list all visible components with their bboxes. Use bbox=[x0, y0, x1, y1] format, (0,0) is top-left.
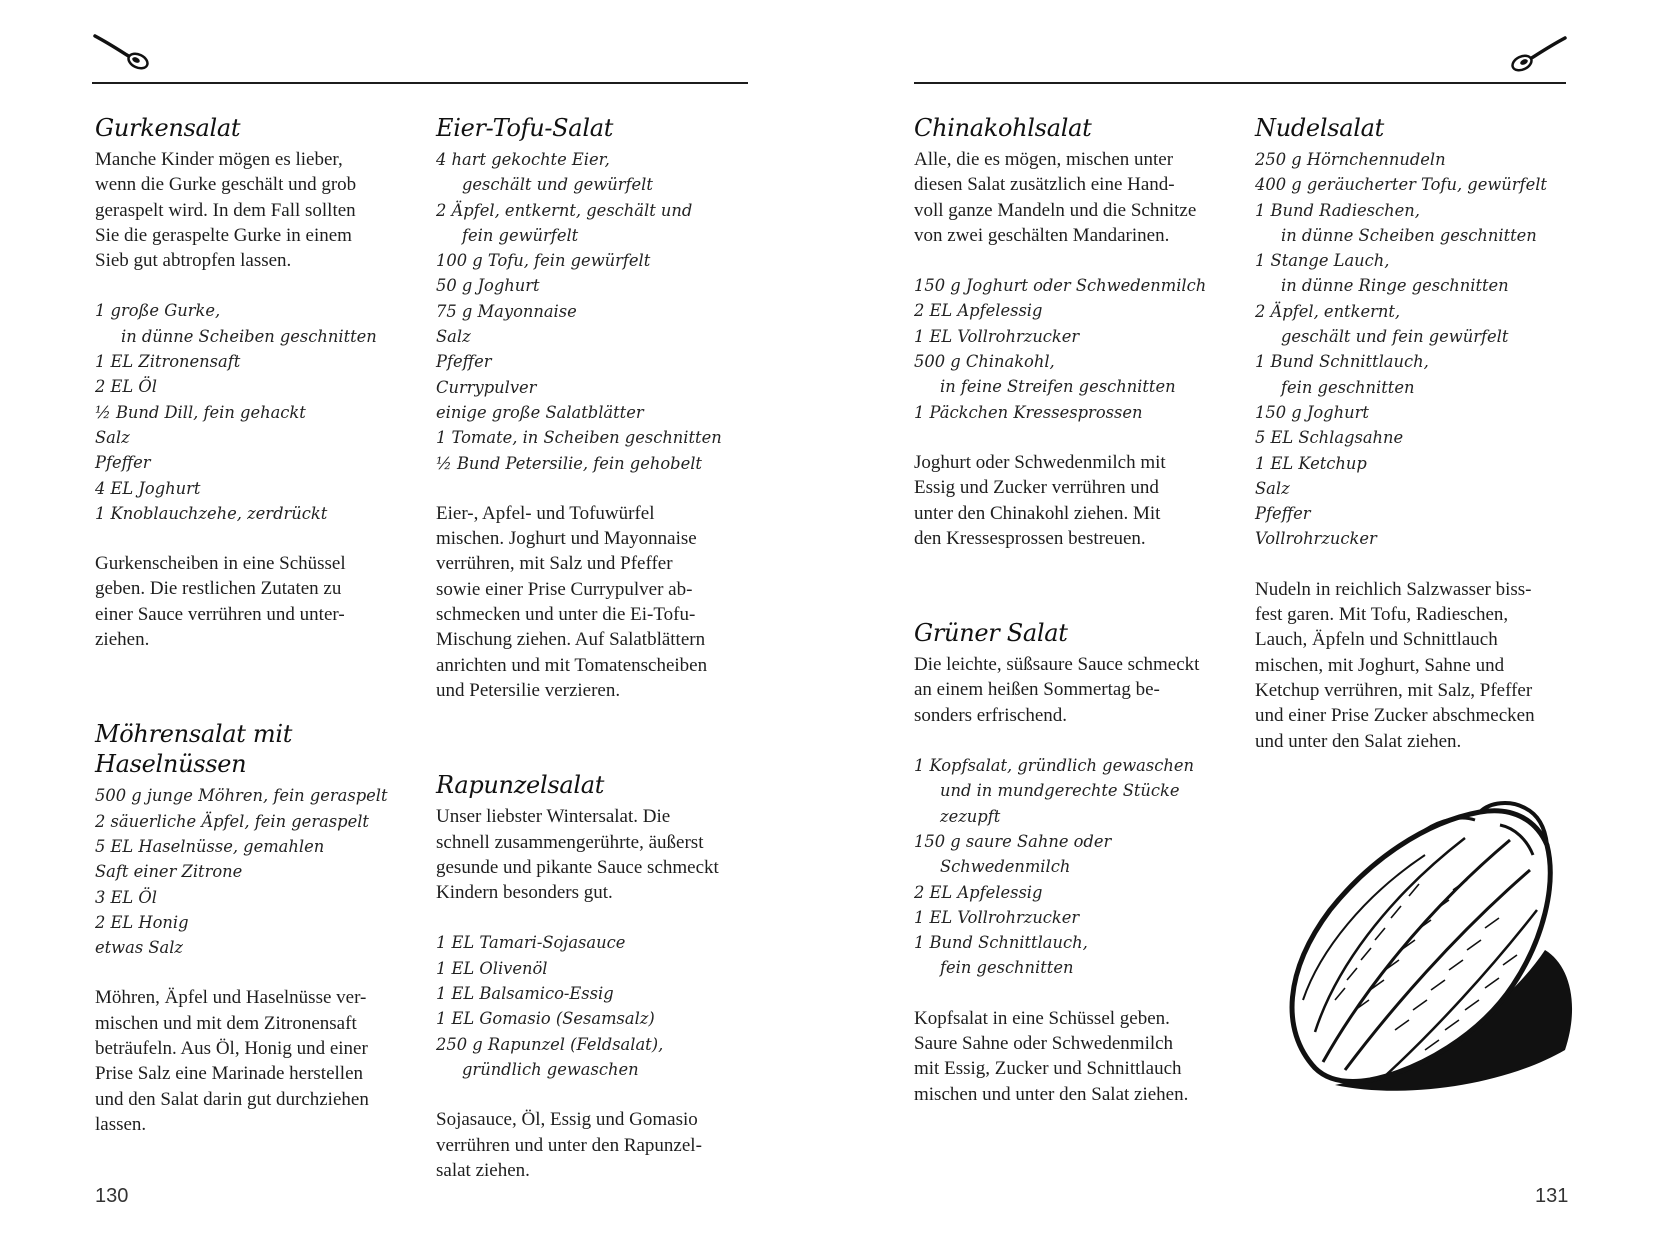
ingredient-list bbox=[436, 930, 756, 1082]
recipe-method: Nudeln in reichlich Salzwasser biss- fest garen. Mit Tofu, Radieschen, Lauch, Äpfeln und Schnittlauch mischen, mit Joghurt, Sahne und Ketchup verrühren, mit Salz, Pfeffer und einer Prise Zucker abschmecken und unter den Salat ziehen. bbox=[1255, 578, 1535, 752]
ingredient-list bbox=[914, 753, 1244, 981]
ingredient-item: 3 EL Öl bbox=[95, 887, 157, 907]
recipe-intro: Manche Kinder mögen es lieber, wenn die Gurke geschält und grob geraspelt wird. In dem Fall sollten Sie die geraspelte Gurke in einem Sieb gut abtropfen lassen. bbox=[95, 149, 357, 272]
ingredient-item: 1 EL Balsamico-Essig bbox=[436, 984, 614, 1004]
ingredient-item: 5 EL Haselnüsse, gemahlen bbox=[95, 836, 325, 856]
ingredient-item: 500 g Chinakohl, in feine Streifen geschnitten bbox=[914, 352, 1176, 397]
ingredient-item: 2 EL Öl bbox=[95, 377, 157, 397]
recipe-chinakohlsalat bbox=[914, 113, 1244, 551]
ingredient-item: Saft einer Zitrone bbox=[95, 862, 243, 882]
recipe-method: Sojasauce, Öl, Essig und Gomasio verrühren und unter den Rapunzel- salat ziehen. bbox=[436, 1109, 702, 1181]
ingredient-item: 1 große Gurke, in dünne Scheiben geschnitten bbox=[95, 301, 377, 346]
ingredient-item: 150 g Joghurt bbox=[1255, 402, 1369, 422]
recipe-method: Eier-, Apfel- und Tofuwürfel mischen. Joghurt und Mayonnaise verrühren, mit Salz und Pfeffer sowie einer Prise Currypulver ab- schmecken und unter die Ei-Tofu- Mischung ziehen. Auf Salatblättern anrichten und mit Tomatenscheiben und Petersilie verzieren. bbox=[436, 502, 708, 701]
recipe-title: Nudelsalat bbox=[1255, 114, 1384, 142]
ingredient-list bbox=[914, 273, 1244, 425]
ingredient-list bbox=[95, 783, 425, 960]
recipe-intro: Alle, die es mögen, mischen unter diesen Salat zusätzlich eine Hand- voll ganze Mandeln und die Schnitze von zwei geschälten Mandarinen. bbox=[914, 149, 1197, 246]
header-rule-right bbox=[914, 82, 1566, 84]
ingredient-item: 1 Bund Radieschen, in dünne Scheiben geschnitten bbox=[1255, 200, 1537, 245]
recipe-method: Gurkenscheiben in eine Schüssel geben. Die restlichen Zutaten zu einer Sauce verrühren und unter- ziehen. bbox=[95, 553, 346, 651]
recipe-intro: Die leichte, süßsaure Sauce schmeckt an einem heißen Sommertag be- sonders erfrischend. bbox=[914, 654, 1200, 726]
ingredient-item: 2 EL Apfelessig bbox=[914, 301, 1043, 321]
ingredient-item: 4 EL Joghurt bbox=[95, 478, 201, 498]
ingredient-item: Pfeffer bbox=[1255, 504, 1311, 524]
ingredient-item: 1 EL Olivenöl bbox=[436, 958, 548, 978]
recipe-method: Kopfsalat in eine Schüssel geben. Saure Sahne oder Schwedenmilch mit Essig, Zucker und Schnittlauch mischen und unter den Salat ziehen. bbox=[914, 1007, 1189, 1105]
recipe-rapunzelsalat bbox=[436, 770, 756, 1183]
ingredient-item: 1 EL Ketchup bbox=[1255, 453, 1367, 473]
ingredient-item: 1 Päckchen Kressesprossen bbox=[914, 402, 1143, 422]
ingredient-item: 250 g Hörnchennudeln bbox=[1255, 150, 1446, 169]
ingredient-item: 75 g Mayonnaise bbox=[436, 301, 577, 321]
recipe-intro: Unser liebster Wintersalat. Die schnell zusammengerührte, äußerst gesunde und pikante Sauce schmeckt Kindern besonders gut. bbox=[436, 806, 719, 904]
ingredient-item: 100 g Tofu, fein gewürfelt bbox=[436, 251, 651, 271]
ingredient-item: 1 Kopfsalat, gründlich gewaschen und in mundgerechte Stücke zezupft bbox=[914, 756, 1194, 826]
ingredient-list bbox=[436, 147, 756, 476]
ingredient-item: Salz bbox=[436, 327, 471, 347]
ingredient-item: 2 Äpfel, entkernt, geschält und fein gewürfelt bbox=[436, 200, 693, 245]
ingredient-list bbox=[1255, 147, 1585, 552]
page-number-right: 131 bbox=[1535, 1185, 1569, 1207]
spoon-icon bbox=[1508, 32, 1568, 72]
recipe-nudelsalat bbox=[1255, 113, 1585, 754]
recipe-title: Chinakohlsalat bbox=[914, 114, 1092, 142]
ingredient-item: 250 g Rapunzel (Feldsalat), gründlich gewaschen bbox=[436, 1034, 664, 1079]
ingredient-item: 1 Bund Schnittlauch, fein geschnitten bbox=[1255, 352, 1429, 397]
ingredient-item: 500 g junge Möhren, fein geraspelt bbox=[95, 786, 388, 806]
ingredient-item: 400 g geräucherter Tofu, gewürfelt bbox=[1255, 175, 1547, 195]
ingredient-item: 2 säuerliche Äpfel, fein geraspelt bbox=[95, 811, 369, 831]
ingredient-item: Salz bbox=[1255, 478, 1290, 498]
ingredient-item: 1 Tomate, in Scheiben geschnitten bbox=[436, 428, 722, 448]
header-rule-left bbox=[92, 82, 748, 84]
ingredient-item: 1 EL Gomasio (Sesamsalz) bbox=[436, 1009, 655, 1029]
ingredient-item: einige große Salatblätter bbox=[436, 402, 644, 422]
ingredient-item: etwas Salz bbox=[95, 938, 183, 958]
ingredient-item: 2 Äpfel, entkernt, geschält und fein gewürfelt bbox=[1255, 301, 1509, 347]
ingredient-item: 4 hart gekochte Eier, geschält und gewürfelt bbox=[436, 150, 653, 195]
recipe-moehrensalat bbox=[95, 719, 425, 1137]
ingredient-item: 1 Stange Lauch, in dünne Ringe geschnitten bbox=[1255, 251, 1509, 296]
ingredient-item: Currypulver bbox=[436, 377, 537, 397]
chinese-cabbage-illustration bbox=[1275, 800, 1575, 1100]
ingredient-item: 1 EL Vollrohrzucker bbox=[914, 326, 1080, 346]
recipe-title: Eier-Tofu-Salat bbox=[436, 114, 614, 142]
ingredient-item: ½ Bund Dill, fein gehackt bbox=[95, 402, 306, 422]
ingredient-item: 1 EL Zitronensaft bbox=[95, 352, 241, 372]
ingredient-item: 50 g Joghurt bbox=[436, 276, 540, 296]
ingredient-item: Pfeffer bbox=[436, 352, 492, 372]
ingredient-item: 2 EL Apfelessig bbox=[914, 882, 1043, 902]
recipe-method: Joghurt oder Schwedenmilch mit Essig und Zucker verrühren und unter den Chinakohl ziehen. Mit den Kressesprossen bestreuen. bbox=[914, 451, 1166, 549]
ingredient-item: Pfeffer bbox=[95, 453, 151, 473]
right-page-column-2 bbox=[1255, 113, 1585, 779]
recipe-title: Grüner Salat bbox=[914, 619, 1068, 648]
ingredient-item: 5 EL Schlagsahne bbox=[1255, 428, 1404, 448]
ingredient-item: 150 g Joghurt oder Schwedenmilch bbox=[914, 276, 1207, 296]
ingredient-item: 150 g saure Sahne oder Schwedenmilch bbox=[914, 831, 1112, 877]
ingredient-list bbox=[95, 298, 425, 526]
recipe-gruener-salat bbox=[914, 618, 1244, 1107]
left-page-column-2 bbox=[436, 113, 756, 1208]
left-page-column-1 bbox=[95, 113, 425, 1162]
page-number-left: 130 bbox=[95, 1185, 129, 1207]
right-page-column-1 bbox=[914, 113, 1244, 1132]
recipe-title: Möhrensalat mit Haselnüssen bbox=[95, 720, 293, 779]
recipe-method: Möhren, Äpfel und Haselnüsse ver- mischen und mit dem Zitronensaft beträufeln. Aus Öl, Honig und einer Prise Salz eine Marinade herstellen und den Salat darin gut durchziehen lassen. bbox=[95, 987, 369, 1135]
recipe-title: Rapunzelsalat bbox=[436, 771, 605, 800]
ingredient-item: 1 EL Vollrohrzucker bbox=[914, 907, 1080, 927]
ingredient-item: ½ Bund Petersilie, fein gehobelt bbox=[436, 453, 702, 473]
recipe-title: Gurkensalat bbox=[95, 114, 241, 142]
spoon-icon bbox=[92, 30, 152, 70]
ingredient-item: 1 Knoblauchzehe, zerdrückt bbox=[95, 503, 328, 523]
recipe-eier-tofu-salat bbox=[436, 113, 756, 703]
ingredient-item: 1 EL Tamari-Sojasauce bbox=[436, 933, 626, 953]
ingredient-item: 2 EL Honig bbox=[95, 912, 189, 932]
ingredient-item: 1 Bund Schnittlauch, fein geschnitten bbox=[914, 933, 1088, 978]
ingredient-item: Vollrohrzucker bbox=[1255, 529, 1377, 549]
ingredient-item: Salz bbox=[95, 427, 130, 447]
recipe-gurkensalat bbox=[95, 113, 425, 652]
